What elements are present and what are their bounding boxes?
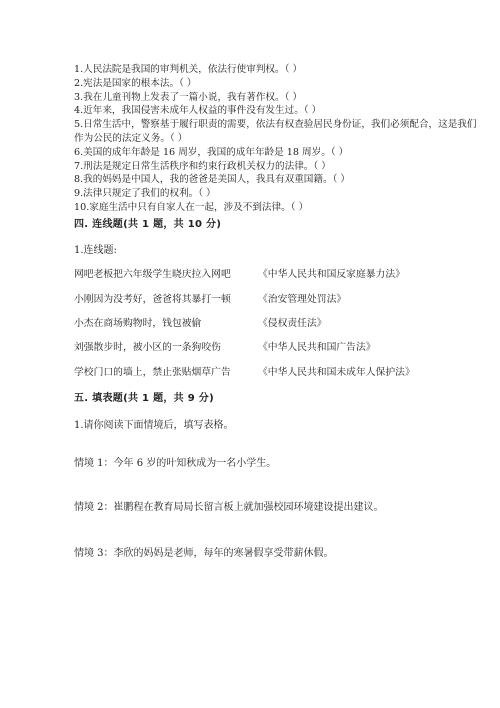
match-row	[74, 291, 474, 305]
match-row	[74, 339, 474, 353]
match-row	[74, 364, 474, 378]
section-4-title: 四. 连线题(共 1 题，共 10 分)	[74, 219, 222, 230]
tf-item-6: 6.美国的成年年龄是 16 周岁，我国的成年年龄是 18 周岁。（ ）	[74, 146, 349, 158]
tf-item-4: 4.近年来，我国侵害未成年人权益的事件没有发生过。（ ）	[74, 105, 322, 117]
scenario-1: 情境 1：今年 6 岁的叶知秋成为一名小学生。	[74, 458, 277, 469]
fill-table-question: 1.请你阅读下面情境后，填写表格。	[74, 420, 234, 431]
match-left-item[interactable]: 小杰在商场购物时，钱包被偷	[74, 318, 202, 329]
tf-item-7: 7.刑法是规定日常生活秩序和约束行政机关权力的法律。（ ）	[74, 160, 331, 172]
section-5-title: 五. 填表题(共 1 题，共 9 分)	[74, 393, 214, 404]
match-row	[74, 266, 474, 280]
tf-item-2: 2.宪法是国家的根本法。（ ）	[74, 77, 197, 89]
match-row	[74, 315, 474, 329]
tf-item-1: 1.人民法院是我国的审判机关，依法行使审判权。（ ）	[74, 64, 303, 75]
match-right-item[interactable]: 《中华人民共和国反家庭暴力法》	[258, 269, 405, 280]
scenario-3: 情境 3：李欣的妈妈是老师，每年的寒暑假享受带薪休假。	[74, 548, 334, 559]
tf-item-9: 9.法律只规定了我们的权利。（ ）	[74, 188, 216, 200]
tf-item-10: 10.家庭生活中只有自家人在一起，涉及不到法律。（ ）	[74, 201, 309, 213]
match-right-item[interactable]: 《中华人民共和国未成年人保护法》	[258, 367, 415, 378]
match-right-item[interactable]: 《侵权责任法》	[258, 318, 327, 329]
match-left-item[interactable]: 刘强散步时，被小区的一条狗咬伤	[74, 342, 221, 353]
match-right-item[interactable]: 《中华人民共和国广告法》	[258, 342, 376, 353]
matching-question: 1.连线题:	[74, 245, 117, 256]
scenario-2: 情境 2：崔鹏程在教育局局长留言板上就加强校园环境建设提出建议。	[74, 502, 384, 513]
match-left-item[interactable]: 学校门口的墙上，禁止张贴烟草广告	[74, 367, 231, 378]
match-left-item[interactable]: 网吧老板把六年级学生晓庆拉入网吧	[74, 269, 231, 280]
match-left-item[interactable]: 小刚因为没考好，爸爸将其暴打一顿	[74, 294, 231, 305]
tf-item-8: 8.我的妈妈是中国人，我的爸爸是美国人，我具有双重国籍。（ ）	[74, 174, 351, 186]
true-false-list	[74, 63, 484, 215]
tf-item-5: 5.日常生活中，警察基于履行职责的需要，依法有权查验居民身份证，我们必须配合，这是我们作为公民的法定义务。（ ）	[74, 119, 477, 144]
tf-item-3: 3.我在儿童刊物上发表了一篇小说，我有著作权。（ ）	[74, 91, 303, 103]
match-right-item[interactable]: 《治安管理处罚法》	[258, 294, 347, 305]
